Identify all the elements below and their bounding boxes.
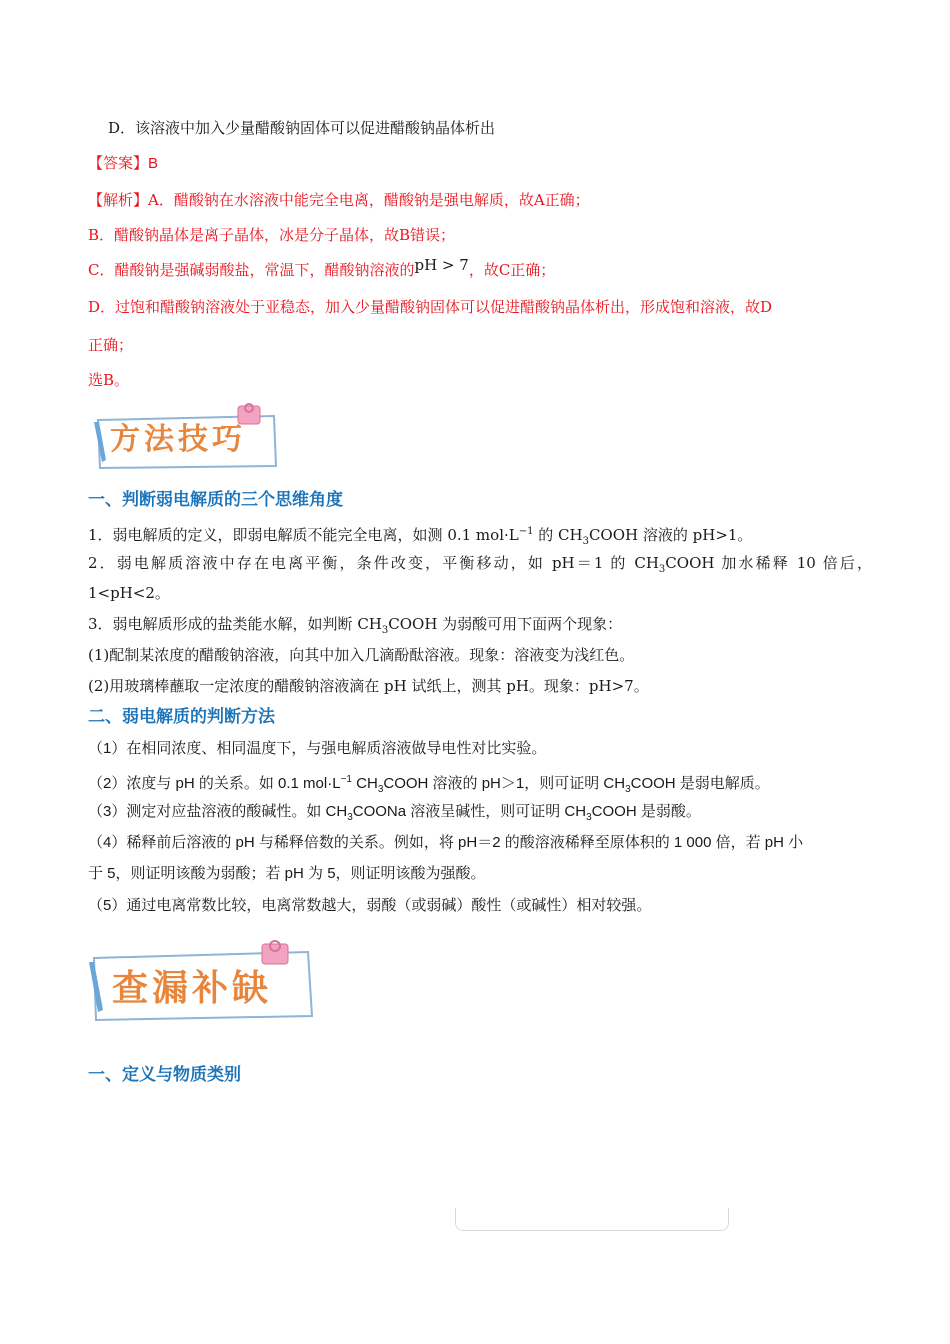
- section2-item2-sup: −1: [340, 774, 352, 785]
- section2-item1: （1）在相同浓度、相同温度下，与强电解质溶液做导电性对比实验。: [88, 740, 547, 757]
- banner-review-title: 查漏补缺: [112, 967, 273, 1009]
- section1-p1-sub: 3: [582, 536, 589, 547]
- section2-item4-cont: 于 5，则证明该酸为弱酸；若 pH 为 5，则证明该酸为强酸。: [88, 865, 486, 882]
- section2-item2-c: COOH 溶液的 pH＞1，则可证明 CH: [383, 775, 626, 792]
- section1-p4: (1)配制某浓度的醋酸钠溶液，向其中加入几滴酚酞溶液。现象：溶液变为浅红色。: [88, 646, 635, 664]
- section1-p5: (2)用玻璃棒蘸取一定浓度的醋酸钠溶液滴在 pH 试纸上，测其 pH。现象：pH>7。: [88, 677, 649, 695]
- section3-title: 一、定义与物质类别: [88, 1065, 241, 1085]
- analysis-c-pre: C．醋酸钠是强碱弱酸盐，常温下，醋酸钠溶液的: [88, 261, 415, 279]
- section2-item2-sub: 3: [377, 784, 384, 795]
- analysis-b: B．醋酸钠晶体是离子晶体，冰是分子晶体，故B错误；: [88, 226, 456, 244]
- section1-p3-a: 3．弱电解质形成的盐类能水解，如判断 CH: [88, 615, 382, 633]
- section1-p2-cont: 1<pH<2。: [88, 584, 170, 602]
- section1-p1-b: 的 CH: [533, 526, 583, 544]
- section2-item2-b: CH: [351, 775, 378, 792]
- section2-item3-a: （3）测定对应盐溶液的酸碱性。如 CH: [88, 803, 348, 820]
- analysis-c-ph: pH > 7: [414, 256, 469, 274]
- analysis-d1: D．过饱和醋酸钠溶液处于亚稳态，加入少量醋酸钠固体可以促进醋酸钠晶体析出，形成饱和溶液，故D: [88, 298, 773, 316]
- section1-p2-a: 2．弱电解质溶液中存在电离平衡，条件改变，平衡移动，如 pH＝1 的 CH: [88, 554, 659, 572]
- analysis-d2: 正确；: [88, 336, 134, 354]
- analysis-choose: 选B。: [88, 371, 130, 389]
- banner-method-title: 方法技巧: [110, 422, 246, 457]
- section1-p1-sup: −1: [518, 526, 534, 537]
- section2-item4: （4）稀释前后溶液的 pH 与稀释倍数的关系。例如，将 pH＝2 的酸溶液稀释至原体积的 1 000 倍，若 pH 小: [88, 834, 804, 851]
- section1-p2: [88, 552, 872, 581]
- section1-p3: [88, 613, 622, 642]
- banner-review: [84, 940, 316, 1024]
- section2-item2: [88, 769, 770, 801]
- section1-p1: [88, 521, 752, 553]
- analysis-c-post: ，故C正确；: [468, 261, 556, 279]
- banner-method: [90, 402, 282, 472]
- section2-item5: （5）通过电离常数比较，电离常数越大，弱酸（或弱碱）酸性（或碱性）相对较强。: [88, 897, 652, 914]
- answer: 【答案】B: [88, 155, 159, 172]
- diagram-frame: [455, 1208, 729, 1231]
- section2-item3: [88, 801, 701, 829]
- section2-item3-sub: 3: [347, 812, 353, 823]
- section2-item3-b: COONa 溶液呈碱性，则可证明 CH: [352, 803, 587, 820]
- section1-p3-b: COOH 为弱酸可用下面两个现象：: [388, 615, 623, 633]
- section2-title: 二、弱电解质的判断方法: [88, 707, 275, 727]
- section1-p3-sub: 3: [381, 625, 389, 636]
- section2-item2-d: COOH 是弱电解质。: [630, 775, 770, 792]
- section2-item2-a: （2）浓度与 pH 的关系。如 0.1 mol·L: [88, 775, 341, 792]
- analysis-a: [88, 189, 590, 211]
- section2-item3-sub2: 3: [586, 812, 592, 823]
- section1-p2-sub: 3: [658, 564, 666, 575]
- analysis-c: [88, 256, 556, 281]
- analysis-a-text: A．醋酸钠在水溶液中能完全电离，醋酸钠是强电解质，故A正确；: [148, 191, 590, 209]
- section1-title: 一、判断弱电解质的三个思维角度: [88, 490, 343, 510]
- section1-p2-b: COOH 加水稀释 10 倍后，: [665, 554, 873, 572]
- section2-item2-sub2: 3: [625, 784, 631, 795]
- option-d: D．该溶液中加入少量醋酸钠固体可以促进醋酸钠晶体析出: [108, 119, 496, 137]
- section2-item3-c: COOH 是弱酸。: [591, 803, 701, 820]
- analysis-label: 【解析】: [88, 191, 149, 209]
- section1-p1-a: 1．弱电解质的定义，即弱电解质不能完全电离，如测 0.1 mol·L: [88, 526, 519, 544]
- section1-p1-c: COOH 溶液的 pH>1。: [588, 526, 753, 544]
